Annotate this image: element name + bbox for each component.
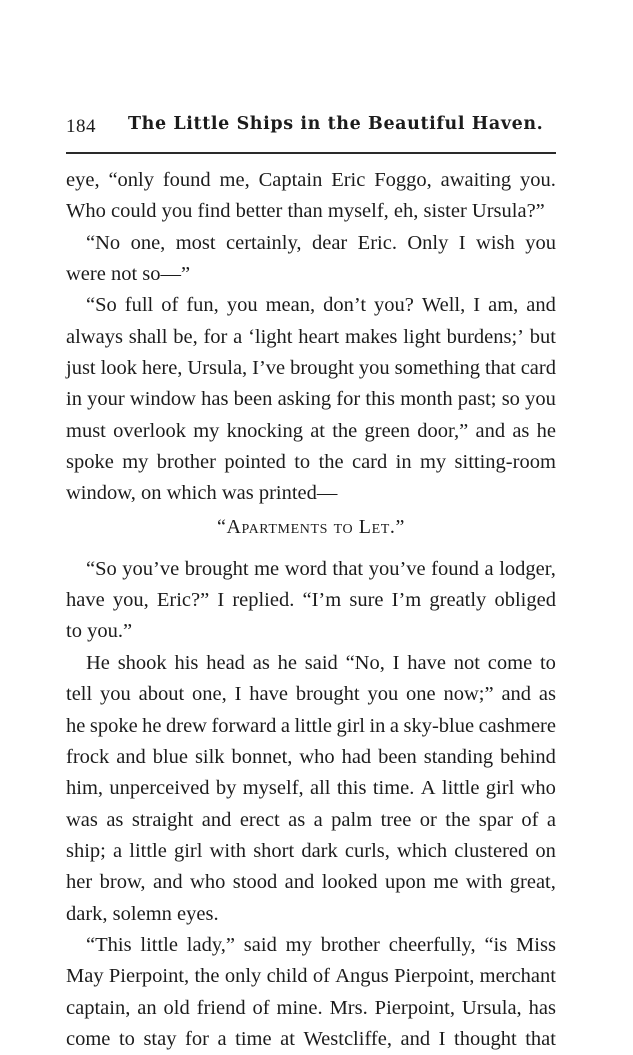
text-line: [66, 510, 556, 550]
text-line: window, on which was printed—: [66, 482, 338, 505]
paragraph: [66, 930, 556, 1055]
text-line: captain, an old friend of mine. Mrs. Pierpoint, Ursula, has: [66, 996, 556, 1019]
paragraph: [66, 228, 556, 291]
text-line: spoke my brother pointed to the card in my sitting-room: [66, 451, 556, 474]
page-number: 184: [66, 116, 96, 137]
text-line: him, unperceived by myself, all this time. A little girl who: [66, 777, 556, 800]
notice-text: “Apartments to Let.”: [216, 515, 406, 538]
page-header: [66, 112, 556, 142]
text-line: “So full of fun, you mean, don’t you? Well, I am, and: [86, 294, 556, 317]
paragraph: [66, 648, 556, 930]
text-line: “This little lady,” said my brother cheerfully, “is Miss: [86, 933, 556, 956]
text-line: dark, solemn eyes.: [66, 902, 219, 925]
text-line: to you.”: [66, 620, 133, 643]
header-rule: [66, 152, 556, 154]
text-line: “No one, most certainly, dear Eric. Only I wish you: [86, 231, 556, 254]
paragraph: [66, 290, 556, 509]
text-line: always shall be, for a ‘light heart makes light burdens;’ but: [66, 325, 556, 348]
text-line: tell you about one, I have brought you one now;” and as: [66, 683, 556, 706]
text-line: frock and blue silk bonnet, who had been standing behind: [66, 745, 556, 768]
text-line: her brow, and who stood and looked upon me with great,: [66, 871, 556, 894]
text-line: he spoke he drew forward a little girl in a sky-blue cashmere: [66, 714, 556, 737]
text-line: Who could you find better than myself, eh, sister Ursula?”: [66, 200, 545, 223]
text-line: eye, “only found me, Captain Eric Foggo, awaiting you.: [66, 169, 556, 191]
running-head: The Little Ships in the Beautiful Haven.: [128, 114, 544, 134]
text-line: have you, Eric?” I replied. “I’m sure I’m greatly obliged: [66, 589, 556, 612]
paragraph: [66, 165, 556, 228]
text-line: May Pierpoint, the only child of Angus Pierpoint, merchant: [66, 965, 556, 988]
body-text: [66, 165, 556, 1055]
text-line: ship; a little girl with short dark curls, which clustered on: [66, 839, 556, 862]
text-line: must overlook my knocking at the green door,” and as he: [66, 419, 556, 442]
text-line: just look here, Ursula, I’ve brought you something that card: [66, 357, 556, 380]
text-line: He shook his head as he said “No, I have not come to: [86, 651, 556, 674]
text-line: were not so—”: [66, 263, 191, 286]
text-line: come to stay for a time at Westcliffe, and I thought that: [66, 1027, 556, 1050]
text-line: in your window has been asking for this month past; so you: [66, 388, 556, 411]
centered-notice: [66, 510, 556, 550]
text-line: “So you’ve brought me word that you’ve found a lodger,: [86, 557, 556, 580]
text-line: was as straight and erect as a palm tree or the spar of a: [66, 808, 556, 831]
paragraph: [66, 554, 556, 648]
